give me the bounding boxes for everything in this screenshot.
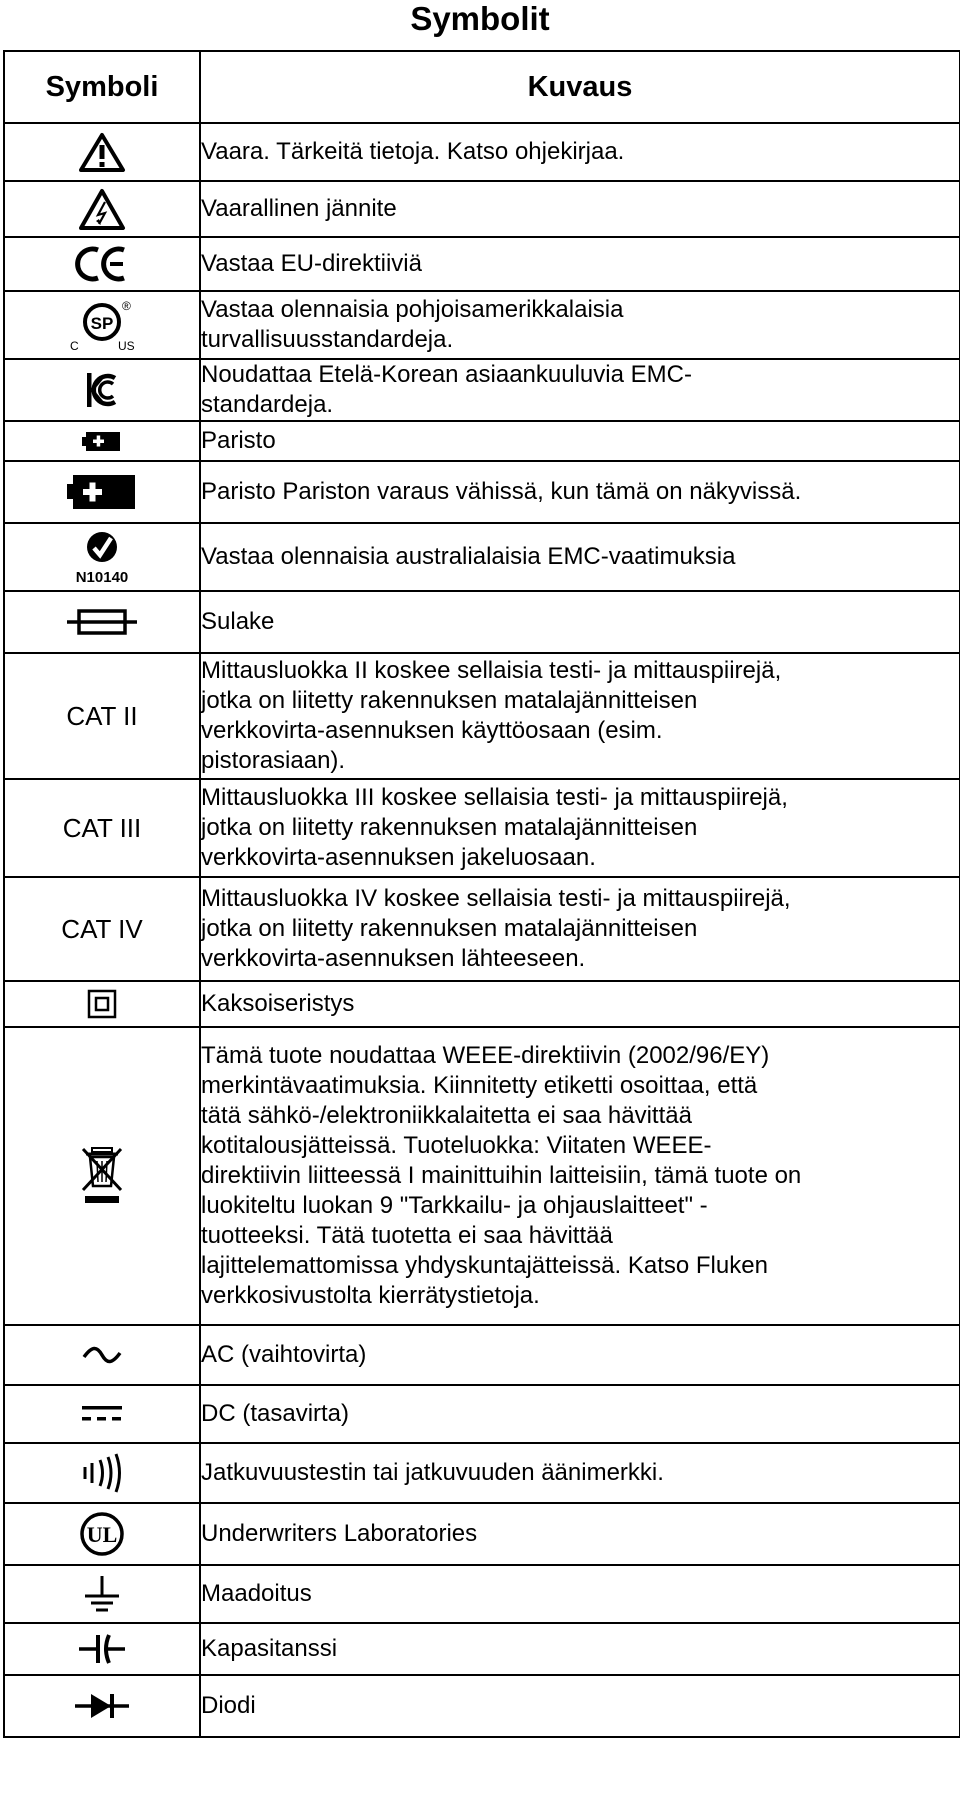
table-row: [4, 461, 960, 523]
symbol-cell: [4, 1443, 200, 1503]
table-row: [4, 779, 960, 877]
csa-c-label: C: [70, 339, 79, 353]
cat-ii-label: CAT II: [4, 653, 200, 779]
table-row: [4, 1675, 960, 1737]
table-row: [4, 877, 960, 981]
ce-mark-icon: [74, 244, 130, 284]
c-tick-mark-icon: [62, 528, 142, 586]
symbol-cell: [4, 461, 200, 523]
row-description: DC (tasavirta): [201, 1400, 350, 1427]
cat-iv-label: CAT IV: [4, 877, 200, 981]
description-cell: [200, 291, 960, 359]
row-description: Vastaa EU-direktiiviä: [201, 250, 422, 277]
dc-icon: [82, 1405, 122, 1423]
row-description: Vaara. Tärkeitä tietoja. Katso ohjekirjaa.: [201, 138, 625, 165]
symbol-cell: [4, 421, 200, 461]
warning-triangle-icon: [79, 132, 125, 172]
row-description: Sulake: [201, 608, 275, 635]
symbol-cell: [4, 1675, 200, 1737]
table-row: [4, 237, 960, 291]
cat-iii-label: CAT III: [4, 779, 200, 877]
description-cell: [200, 123, 960, 181]
description-column-header: Kuvaus: [200, 51, 960, 123]
table-row: [4, 359, 960, 421]
symbol-cell: [4, 291, 200, 359]
registered-mark: ®: [122, 299, 131, 313]
table-row: [4, 1623, 960, 1675]
description-cell: [200, 1443, 960, 1503]
description-cell: [200, 1325, 960, 1385]
row-description: AC (vaihtovirta): [201, 1341, 367, 1368]
description-cell: [200, 779, 960, 877]
description-cell: [200, 1565, 960, 1623]
row-description: Paristo Pariston varaus vähissä, kun tämä on näkyvissä.: [201, 478, 802, 505]
diode-icon: [74, 1691, 130, 1721]
row-description: Kaksoiseristys: [201, 990, 355, 1017]
description-cell: [200, 981, 960, 1027]
capacitor-icon: [78, 1632, 126, 1666]
description-cell: [200, 877, 960, 981]
csa-us-label: US: [118, 339, 135, 353]
symbol-cell: [4, 981, 200, 1027]
csa-logo-text: SP: [90, 314, 114, 333]
continuity-beeper-icon: [78, 1453, 126, 1493]
symbol-cell: [4, 359, 200, 421]
row-description: Mittausluokka IV koskee sellaisia testi- ja mittauspiirejä, jotka on liitetty rakennuksen matalajännitteisen verkkovirta-asennuksen lähteeseen.: [201, 885, 791, 972]
description-cell: [200, 1385, 960, 1443]
row-description: Vastaa olennaisia pohjoisamerikkalaisia turvallisuusstandardeja.: [201, 296, 624, 353]
symbol-cell: [4, 181, 200, 237]
description-cell: [200, 421, 960, 461]
table-row: [4, 1565, 960, 1623]
row-description: Diodi: [201, 1692, 256, 1719]
kc-mark-icon: [84, 370, 120, 410]
ul-logo-text: UL: [86, 1522, 118, 1547]
table-row: [4, 653, 960, 779]
symbol-cell: [4, 237, 200, 291]
table-row: [4, 1325, 960, 1385]
row-description: Tämä tuote noudattaa WEEE-direktiivin (2002/96/EY) merkintävaatimuksia. Kiinnitetty etiketti osoittaa, että tätä sähkö-/elektroniikkalaitetta ei saa hävittää kotitalousjätteissä. Tuoteluokka: Viitaten WEEE- direktiivin liitteessä I mainittuihin laitteisiin, tämä tuote on luokiteltu luokan 9 "Tarkkailu- ja ohjauslaitteet" - tuotteeksi. Tätä tuotetta ei saa hävittää lajittelemattomissa yhdyskuntajätteissä. Katso Fluken verkkosivustolta kierrätystietoja.: [201, 1042, 802, 1309]
battery-large-icon: [67, 474, 137, 510]
table-row: [4, 1443, 960, 1503]
c-tick-number: N10140: [75, 569, 129, 586]
row-description: Underwriters Laboratories: [201, 1520, 478, 1547]
table-row: [4, 523, 960, 591]
description-cell: [200, 523, 960, 591]
symbol-cell: [4, 1385, 200, 1443]
symbol-cell: [4, 523, 200, 591]
symbols-table: [3, 50, 960, 1738]
table-row: [4, 981, 960, 1027]
ground-icon: [82, 1574, 122, 1614]
double-insulation-icon: [87, 989, 117, 1019]
hazardous-voltage-icon: [79, 188, 125, 230]
row-description: Jatkuvuustestin tai jatkuvuuden äänimerkki.: [201, 1459, 664, 1486]
table-row: [4, 1385, 960, 1443]
row-description: Vaarallinen jännite: [201, 195, 397, 222]
row-description: Kapasitanssi: [201, 1635, 338, 1662]
table-row: [4, 291, 960, 359]
symbol-cell: [4, 123, 200, 181]
ul-mark-icon: [79, 1511, 125, 1557]
battery-small-icon: [82, 430, 122, 452]
description-cell: [200, 1675, 960, 1737]
csa-mark-icon: [62, 296, 142, 354]
description-cell: [200, 181, 960, 237]
table-row: [4, 1027, 960, 1325]
weee-crossed-bin-icon: [80, 1145, 124, 1207]
description-cell: [200, 591, 960, 653]
description-cell: [200, 237, 960, 291]
row-description: Noudattaa Etelä-Korean asiaankuuluvia EMC- standardeja.: [201, 361, 692, 418]
description-cell: [200, 653, 960, 779]
description-cell: [200, 1503, 960, 1565]
table-row: [4, 591, 960, 653]
symbol-column-header: Symboli: [4, 51, 200, 123]
symbol-cell: [4, 1623, 200, 1675]
row-description: Mittausluokka III koskee sellaisia testi- ja mittauspiirejä, jotka on liitetty rakennuksen matalajännitteisen verkkovirta-asennuksen jakeluosaan.: [201, 784, 788, 871]
symbol-cell: [4, 1027, 200, 1325]
table-row: [4, 123, 960, 181]
row-description: Vastaa olennaisia australialaisia EMC-vaatimuksia: [201, 543, 736, 570]
page-title: Symbolit: [410, 0, 550, 37]
symbol-cell: [4, 591, 200, 653]
fuse-icon: [65, 608, 139, 636]
description-cell: [200, 359, 960, 421]
description-cell: [200, 1623, 960, 1675]
row-description: Paristo: [201, 427, 276, 454]
row-description: Mittausluokka II koskee sellaisia testi- ja mittauspiirejä, jotka on liitetty rakennuksen matalajännitteisen verkkovirta-asennuksen käyttöosaan (esim. pistorasiaan).: [201, 657, 782, 774]
table-row: [4, 1503, 960, 1565]
table-row: [4, 181, 960, 237]
symbol-cell: [4, 1503, 200, 1565]
ac-wave-icon: [82, 1347, 122, 1363]
description-cell: [200, 461, 960, 523]
table-header-row: [4, 51, 960, 123]
description-cell: [200, 1027, 960, 1325]
table-row: [4, 421, 960, 461]
row-description: Maadoitus: [201, 1580, 312, 1607]
symbol-cell: [4, 1325, 200, 1385]
symbol-cell: [4, 1565, 200, 1623]
